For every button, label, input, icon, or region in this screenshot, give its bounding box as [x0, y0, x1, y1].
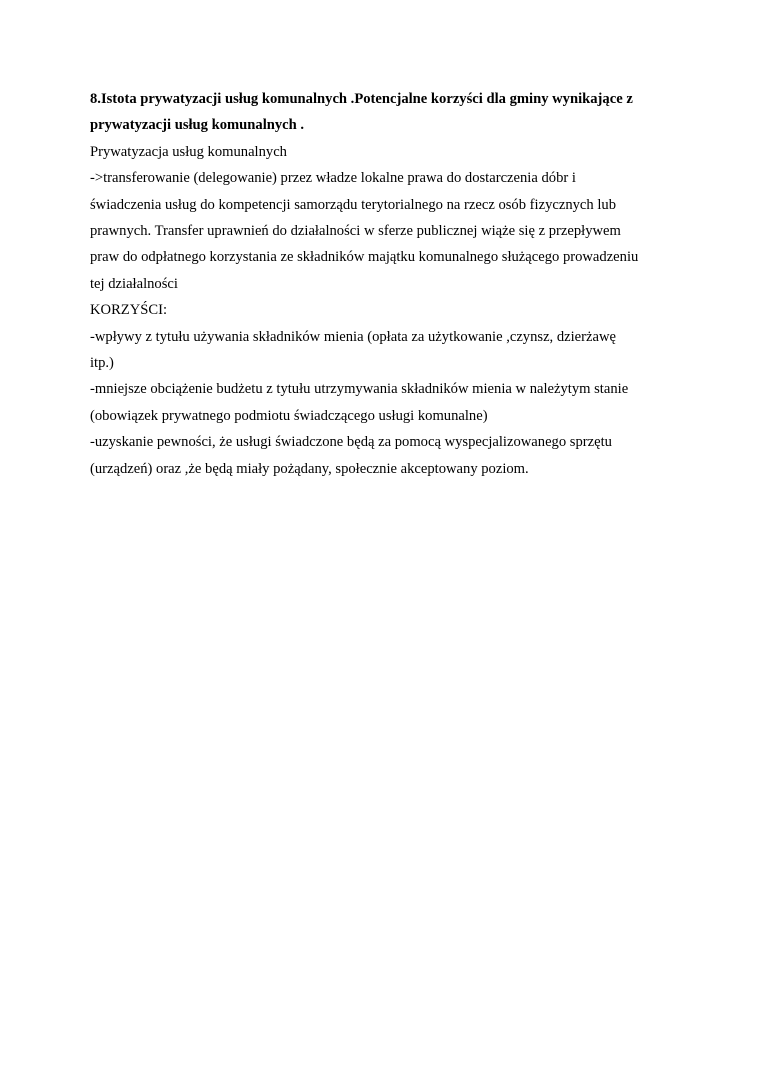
definition-line-1: ->transferowanie (delegowanie) przez władze lokalne prawa do dostarczenia dóbr i	[90, 170, 576, 187]
benefit-line-5: -uzyskanie pewności, że usługi świadczone będą za pomocą wyspecjalizowanego sprzętu	[90, 434, 612, 451]
benefit-line-6: (urządzeń) oraz ,że będą miały pożądany, społecznie akceptowany poziom.	[90, 460, 529, 477]
definition-line-5: tej działalności	[90, 275, 178, 292]
benefit-line-3: -mniejsze obciążenie budżetu z tytułu utrzymywania składników mienia w należytym stanie	[90, 381, 629, 398]
benefit-line-2: itp.)	[90, 355, 114, 372]
benefit-line-1: -wpływy z tytułu używania składników mienia (opłata za użytkowanie ,czynsz, dzierżawę	[90, 328, 616, 345]
document-body	[90, 86, 680, 482]
benefits-label: KORZYŚCI:	[90, 302, 168, 319]
definition-line-2: świadczenia usług do kompetencji samorządu terytorialnego na rzecz osób fizycznych lub	[90, 196, 616, 213]
heading-line-1: 8.Istota prywatyzacji usług komunalnych .Potencjalne korzyści dla gminy wynikające z	[90, 91, 633, 107]
benefit-line-4: (obowiązek prywatnego podmiotu świadczącego usługi komunalne)	[90, 407, 488, 424]
definition-line-4: praw do odpłatnego korzystania ze składników majątku komunalnego służącego prowadzeniu	[90, 249, 639, 266]
heading-line-2: prywatyzacji usług komunalnych .	[90, 117, 305, 134]
subtitle: Prywatyzacja usług komunalnych	[90, 143, 287, 160]
definition-line-3: prawnych. Transfer uprawnień do działalności w sferze publicznej wiąże się z przepływem	[90, 223, 621, 240]
